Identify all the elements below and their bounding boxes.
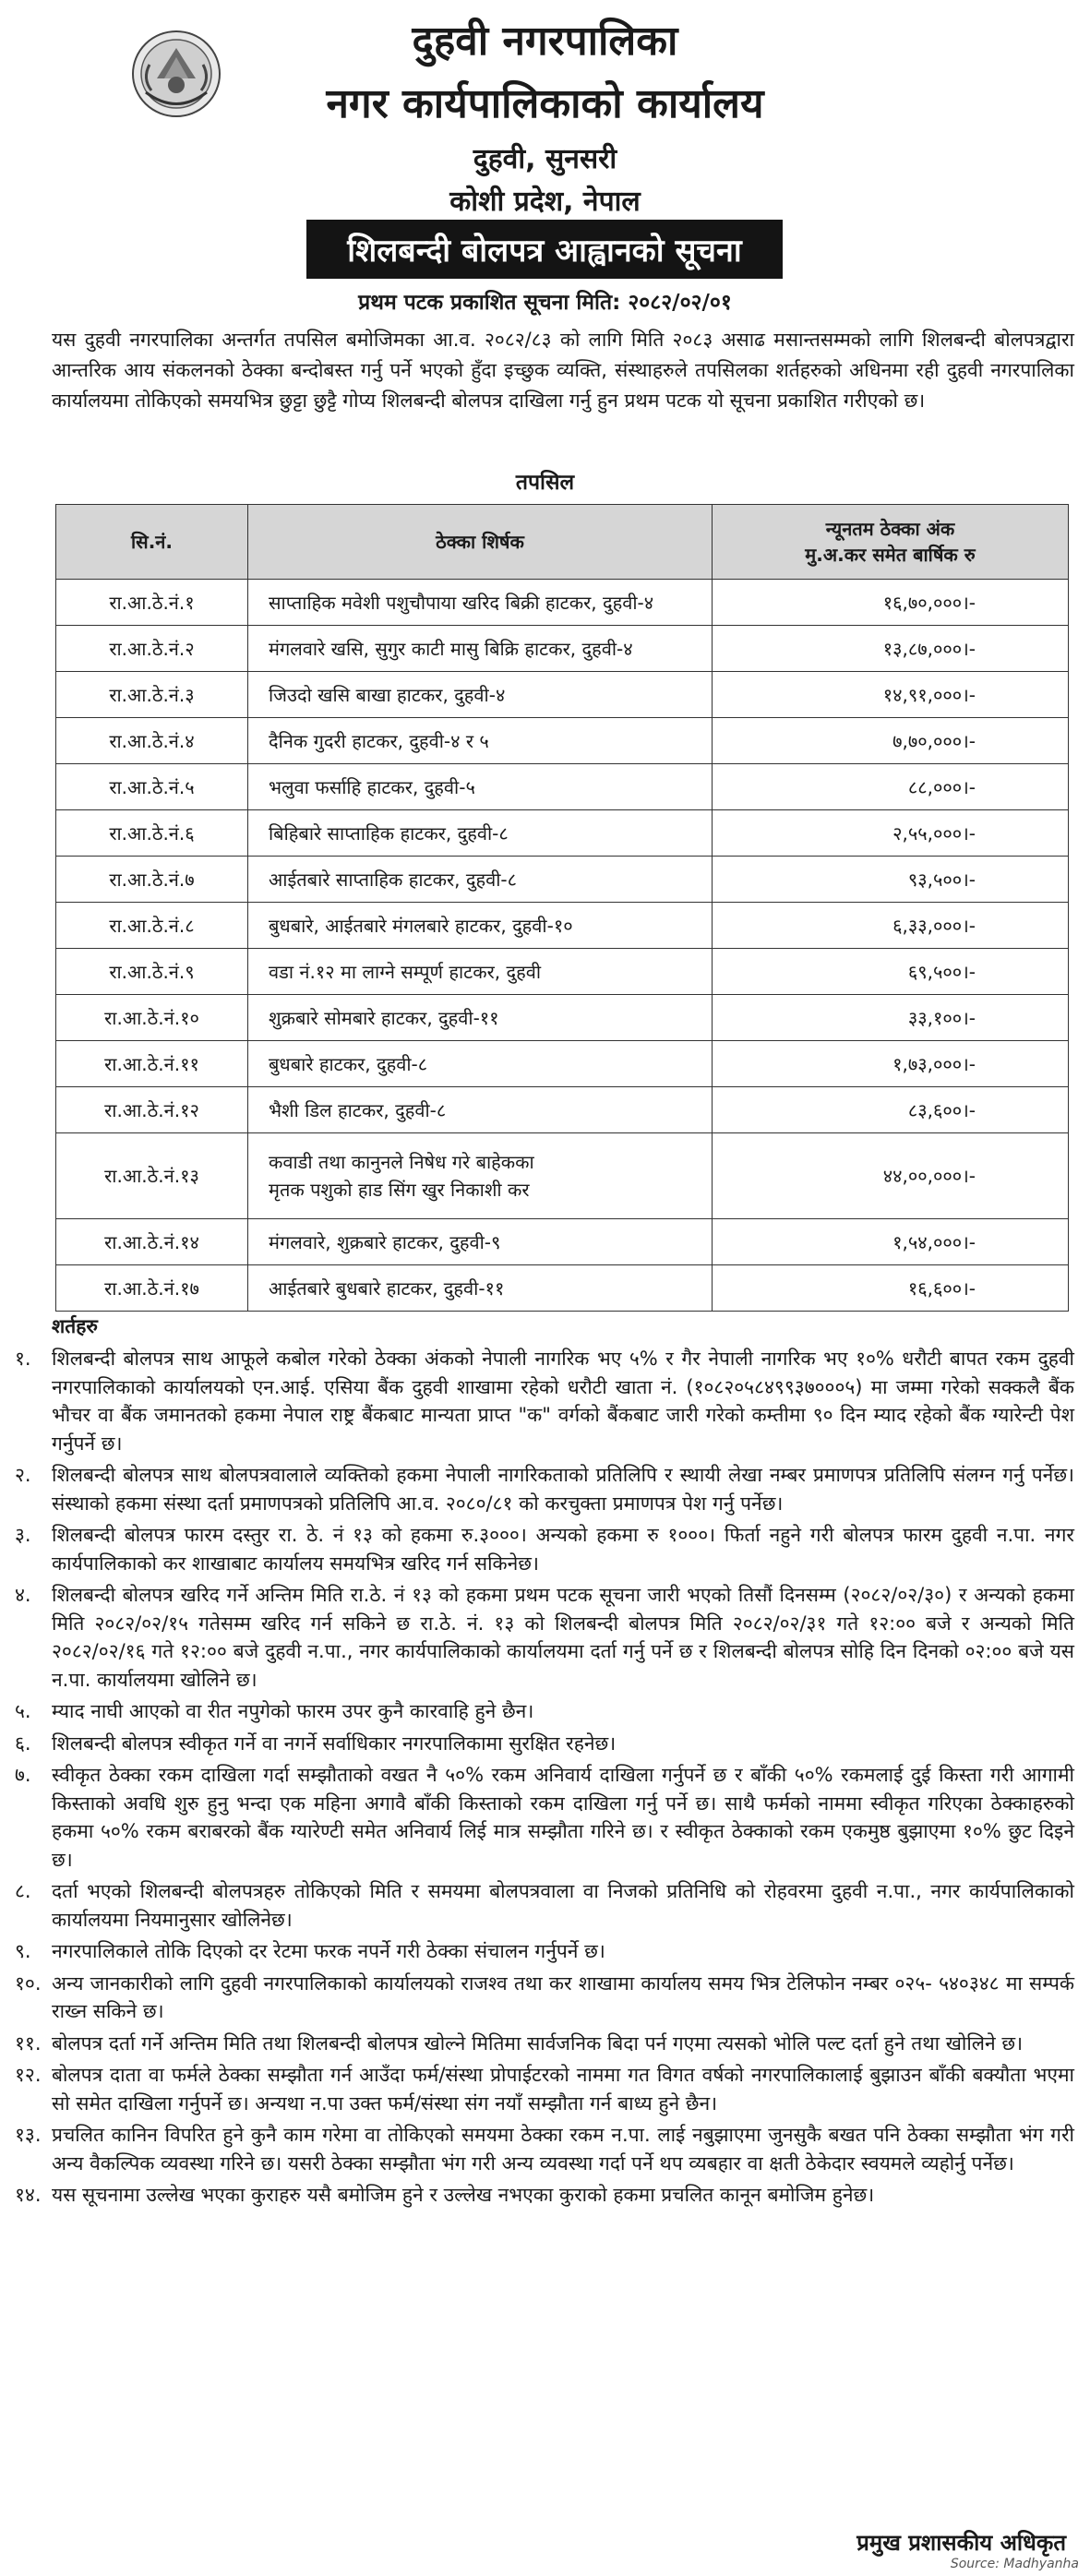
row-title: जिउदो खसि बाखा हाटकर, दुहवी-४ [248,672,713,718]
row-amount: ६,३३,०००।- [713,903,1069,949]
row-title: मंगलवारे खसि, सुगुर काटी मासु बिक्रि हाटकर, दुहवी-४ [248,626,713,672]
condition-number: १३. [15,2124,42,2146]
condition-item [15,1761,1074,1874]
row-sn: रा.आ.ठे.नं.१ [56,580,248,626]
condition-text: शिलबन्दी बोलपत्र साथ बोलपत्रवालाले व्यक्तिको हकमा नेपाली नागरिकताको प्रतिलिपि र स्थायी लेखा नम्बर प्रमाणपत्र प्रतिलिपि संलग्न गर्नु पर्नेछ। संस्थाको हकमा संस्था दर्ता प्रमाणपत्रको प्रतिलिपि आ.व. २०८०/८१ को करचुक्ता प्रमाणपत्र पेश गर्नु पर्नेछ। [52,1464,1074,1515]
condition-item [15,1521,1074,1577]
row-sn: रा.आ.ठे.नं.१७ [56,1265,248,1312]
condition-text: यस सूचनामा उल्लेख भएका कुराहरु यसै बमोजिम हुने र उल्लेख नभएका कुराको हकमा प्रचलित कानून बमोजिम हुनेछ। [52,2184,875,2206]
row-title: वडा नं.१२ मा लाग्ने सम्पूर्ण हाटकर, दुहवी [248,949,713,995]
table-row [56,903,1069,949]
condition-text: अन्य जानकारीको लागि दुहवी नगरपालिकाको कार्यालयको राजश्व तथा कर शाखामा कार्यालय समय भित्र टेलिफोन नम्बर ०२५- ५४०३४८ मा सम्पर्क राख्न सकिने छ। [52,1971,1074,2022]
col-header-title: ठेक्का शिर्षक [248,505,713,580]
row-sn: रा.आ.ठे.नं.५ [56,764,248,810]
table-row [56,1041,1069,1087]
condition-text: नगरपालिकाले तोकि दिएको दर रेटमा फरक नपर्ने गरी ठेक्का संचालन गर्नुपर्ने छ। [52,1940,605,1962]
table-row [56,672,1069,718]
table-row [56,1087,1069,1133]
condition-item [15,1697,1074,1726]
row-sn: रा.आ.ठे.नं.११ [56,1041,248,1087]
row-amount: ३३,१००।- [713,995,1069,1041]
condition-item [15,2121,1074,2177]
condition-text: बोलपत्र दाता वा फर्मले ठेक्का सम्झौता गर्न आउँदा फर्म/संस्था प्रोपाईटरको नाममा गत विगत वर्षको नगरपालिकालाई बुझाउन बाँकी बक्यौता भएमा सो समेत दाखिला गर्नुपर्ने छ। अन्यथा न.पा उक्त फर्म/संस्था संग नयाँ सम्झौता गर्न बाध्य हुने छैन। [52,2064,1074,2115]
condition-number: ९. [15,1940,31,1962]
row-title [248,1133,713,1219]
condition-text: शिलबन्दी बोलपत्र साथ आफूले कबोल गरेको ठेक्का अंकको नेपाली नागरिक भए ५% र गैर नेपाली नागरिक भए १०% धरौटी बापत रकम दुहवी नगरपालिकाको कार्यालयको एन.आई. एसिया बैंक दुहवी शाखामा रहेको धरौटी खाता नं. (१०८२०५८४९९३७०००५) मा जम्मा गरेको सक्कलै बैंक भौचर वा बैंक जमानतको हकमा नेपाल राष्ट्र बैंकबाट मान्यता प्राप्त "क" वर्गको बैंकबाट जारी गरेको कम्तीमा ९० दिन म्याद रहेको बैंक ग्यारेन्टी पेश गर्नुपर्ने छ। [52,1348,1074,1455]
office-name: नगर कार्यपालिकाको कार्यालय [326,80,764,127]
source-credit: Source: Madhyanha [950,2557,1079,2571]
col-header-amount [713,505,1069,580]
row-sn: रा.आ.ठे.नं.८ [56,903,248,949]
municipality-name: दुहवी नगरपालिका [412,18,678,65]
row-sn: रा.आ.ठे.नं.४ [56,718,248,764]
condition-number: ८. [15,1880,31,1902]
row-amount: ४४,००,०००।- [713,1133,1069,1219]
row-sn: रा.आ.ठे.नं.३ [56,672,248,718]
row-amount: १,५४,०००।- [713,1219,1069,1265]
signatory-title: प्रमुख प्रशासकीय अधिकृत [856,2530,1066,2556]
row-amount: ८३,६००।- [713,1087,1069,1133]
condition-item [15,1970,1074,2026]
condition-number: १४. [15,2184,42,2206]
table-row [56,580,1069,626]
row-sn: रा.आ.ठे.नं.९ [56,949,248,995]
row-amount: १३,८७,०००।- [713,626,1069,672]
row-sn: रा.आ.ठे.नं.१३ [56,1133,248,1219]
table-row [56,995,1069,1041]
table-header-row [56,505,1069,580]
row-sn: रा.आ.ठे.नं.२ [56,626,248,672]
row-amount: ७,७०,०००।- [713,718,1069,764]
table-row [56,810,1069,857]
col-header-amount-line2: मु.अ.कर समेत बार्षिक रु [805,544,976,566]
condition-text: म्याद नाघी आएको वा रीत नपुगेको फारम उपर कुनै कारवाहि हुने छैन। [52,1700,534,1722]
condition-number: ४. [15,1584,31,1606]
publication-date: प्रथम पटक प्रकाशित सूचना मिति: २०८२/०२/०१ [358,291,732,315]
condition-text: शिलबन्दी बोलपत्र स्वीकृत गर्ने वा नगर्ने सर्वाधिकार नगरपालिकामा सुरक्षित रहनेछ। [52,1731,617,1755]
row-title: मंगलवारे, शुक्रबारे हाटकर, दुहवी-९ [248,1219,713,1265]
row-amount: १६,६००।- [713,1265,1069,1312]
notice-title-banner: शिलबन्दी बोलपत्र आह्वानको सूचना [306,220,783,279]
row-sn: रा.आ.ठे.नं.७ [56,857,248,903]
row-title: आईतबारे साप्ताहिक हाटकर, दुहवी-८ [248,857,713,903]
condition-number: १२. [15,2064,42,2086]
condition-number: २. [15,1464,31,1486]
row-title: साप्ताहिक मवेशी पशुचौपाया खरिद बिक्री हाटकर, दुहवी-४ [248,580,713,626]
condition-number: १०. [15,1971,42,1995]
row-sn: रा.आ.ठे.नं.१२ [56,1087,248,1133]
condition-text: शिलबन्दी बोलपत्र खरिद गर्ने अन्तिम मिति रा.ठे. नं १३ को हकमा प्रथम पटक सूचना जारी भएको तिसौं दिनसम्म (२०८२/०२/३०) र अन्यको हकमा मिति २०८२/०२/१५ गतेसम्म खरिद गर्न सकिने छ रा.ठे. नं. १३ को शिलबन्दी बोलपत्र मिति २०८२/०२/३१ गते १२:०० बजे र अन्यको मिति २०८२/०२/१६ गते १२:०० बजे दुहवी न.पा., नगर कार्यपालिकाको कार्यालयमा दर्ता गर्नु पर्ने छ र शिलबन्दी बोलपत्र सोहि दिन दिनको ०२:०० बजे यस न.पा. कार्यालयमा खोलिने छ। [52,1584,1074,1691]
row-title-line1: कवाडी तथा कानुनले निषेध गरे बाहेकका [269,1151,534,1173]
row-amount: ६९,५००।- [713,949,1069,995]
condition-text: स्वीकृत ठेक्का रकम दाखिला गर्दा सम्झौताको वखत नै ५०% रकम अनिवार्य दाखिला गर्नुपर्ने छ र बाँकी ५०% रकमलाई दुई किस्ता गरी आगामी किस्ताको अवधि शुरु हुनु भन्दा एक महिना अगावै बाँकी किस्ताको रकम दाखिला गर्नु पर्ने छ। साथै फर्मको नाममा स्वीकृत गरिएका ठेक्काहरुको हकमा ५०% रकम बराबरको बैंक ग्यारेण्टी समेत अनिवार्य लिई मात्र सम्झौता गरिने छ। र स्वीकृत ठेक्काको रकम एकमुष्ठ बुझाएमा १०% छुट दिइने छ। [52,1764,1074,1871]
condition-item [15,1345,1074,1457]
row-amount: ८८,०००।- [713,764,1069,810]
row-sn: रा.आ.ठे.नं.१४ [56,1219,248,1265]
table-row [56,1219,1069,1265]
condition-number: ११. [15,2031,42,2055]
condition-number: ५. [15,1700,31,1722]
table-row [56,718,1069,764]
row-title: दैनिक गुदरी हाटकर, दुहवी-४ र ५ [248,718,713,764]
condition-text: दर्ता भएको शिलबन्दी बोलपत्रहरु तोकिएको मिति र समयमा बोलपत्रवाला वा निजको प्रतिनिधि को रोहवरमा दुहवी न.पा., नगर कार्यपालिकाको कार्यालयमा नियमानुसार खोलिनेछ। [52,1880,1074,1931]
condition-item [15,1581,1074,1694]
row-amount: १,७३,०००।- [713,1041,1069,1087]
col-header-amount-line1: न्यूनतम ठेक्का अंक [825,518,955,540]
row-amount: १६,७०,०००।- [713,580,1069,626]
province-country: कोशी प्रदेश, नेपाल [449,186,641,218]
table-row [56,626,1069,672]
condition-item [15,2061,1074,2117]
condition-text: बोलपत्र दर्ता गर्ने अन्तिम मिति तथा शिलबन्दी बोलपत्र खोल्ने मितिमा सार्वजनिक बिदा पर्न गएमा त्यसको भोलि पल्ट दर्ता हुने तथा खोलिने छ। [52,2031,1024,2055]
row-title: बुधबारे, आईतबारे मंगलबारे हाटकर, दुहवी-१० [248,903,713,949]
condition-number: १. [15,1348,31,1370]
table-row [56,1133,1069,1219]
row-title-line2: मृतक पशुको हाड सिंग खुर निकाशी कर [269,1179,530,1201]
condition-number: ३. [15,1524,31,1546]
table-row [56,764,1069,810]
table-row [56,1265,1069,1312]
row-sn: रा.आ.ठे.नं.६ [56,810,248,857]
row-title: बिहिबारे साप्ताहिक हाटकर, दुहवी-८ [248,810,713,857]
table-row [56,949,1069,995]
table-row [56,857,1069,903]
condition-text: शिलबन्दी बोलपत्र फारम दस्तुर रा. ठे. नं १३ को हकमा रु.३०००। अन्यको हकमा रु १०००। फिर्ता नहुने गरी बोलपत्र फारम दुहवी न.पा. नगर कार्यपालिकाको कर शाखाबाट कार्यालय समयभित्र खरिद गर्न सकिनेछ। [52,1524,1074,1575]
col-header-sn: सि.नं. [56,505,248,580]
tender-table [55,504,1069,1312]
row-title: भलुवा फर्साहि हाटकर, दुहवी-५ [248,764,713,810]
conditions-heading: शर्तहरु [52,1315,98,1337]
row-title: बुधबारे हाटकर, दुहवी-८ [248,1041,713,1087]
condition-item [15,1937,1074,1966]
row-title: आईतबारे बुधबारे हाटकर, दुहवी-११ [248,1265,713,1312]
row-sn: रा.आ.ठे.नं.१० [56,995,248,1041]
condition-item [15,1461,1074,1517]
row-amount: १४,९१,०००।- [713,672,1069,718]
office-address: दुहवी, सुनसरी [473,143,617,175]
conditions-list [15,1345,1074,2213]
condition-item [15,1730,1074,1758]
row-title: शुक्रबारे सोमबारे हाटकर, दुहवी-११ [248,995,713,1041]
condition-item [15,2030,1074,2058]
row-title: भैशी डिल हाटकर, दुहवी-८ [248,1087,713,1133]
table-title: तपसिल [515,471,575,495]
condition-text: प्रचलित कानिन विपरित हुने कुनै काम गरेमा वा तोकिएको समयमा ठेक्का रकम न.पा. लाई नबुझाएमा जुनसुकै बखत पनि ठेक्का सम्झौता भंग गरी अन्य वैकल्पिक व्यवस्था गरिने छ। यसरी ठेक्का सम्झौता भंग गरी अन्य व्यवस्था गर्दा पर्ने थप व्यबहार वा क्षती ठेकेदार स्वयमले व्यहोर्नु पर्नेछ। [52,2124,1074,2175]
condition-number: ६. [15,1731,31,1755]
row-amount: २,५५,०००।- [713,810,1069,857]
row-amount: ९३,५००।- [713,857,1069,903]
condition-item [15,2181,1074,2210]
intro-paragraph: यस दुहवी नगरपालिका अन्तर्गत तपसिल बमोजिमका आ.व. २०८२/८३ को लागि मिति २०८३ असाढ मसान्तसम्मको लागि शिलबन्दी बोलपत्रद्वारा आन्तरिक आय संकलनको ठेक्का बन्दोबस्त गर्नु पर्ने भएको हुँदा इच्छुक व्यक्ति, संस्थाहरुले तपसिलका शर्तहरुको अधिनमा रही दुहवी नगरपालिका कार्यालयमा तोकिएको समयभित्र छुट्टा छुट्टै गोप्य शिलबन्दी बोलपत्र दाखिला गर्नु हुन प्रथम पटक यो सूचना प्रकाशित गरीएको छ। [52,329,1074,412]
condition-item [15,1877,1074,1934]
condition-number: ७. [15,1764,31,1786]
